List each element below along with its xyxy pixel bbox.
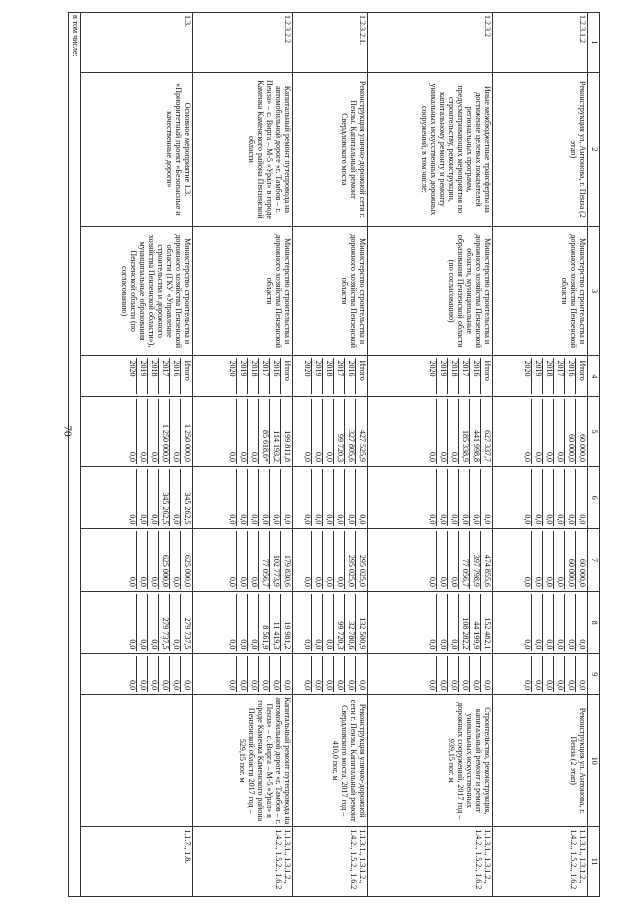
regional-funding-cell: [493, 529, 588, 591]
year-value: 0,0: [523, 576, 533, 587]
year-value: 0,0: [281, 469, 292, 526]
year-value: 0,0: [170, 531, 181, 588]
indicators-cell: 1.1.3.1., 1.3.1.2., 1.4.2., 1.5.2., 1.6.2: [493, 827, 588, 897]
local-funding-cell: [193, 591, 293, 653]
col-header: 5: [588, 397, 600, 467]
local-funding-cell: [368, 591, 493, 653]
row-number: 1.2.3.2.2: [193, 13, 293, 73]
year-value: 0,0: [312, 469, 323, 526]
year-value: 397 798,9: [470, 531, 481, 588]
year-value: 0,0: [148, 531, 159, 588]
other-funding-cell: [368, 654, 493, 695]
executor-cell: Министерство строительства и дорожного хозяйства Пензенской области (ГКУ «Управление строительства и дорожного хозяйства Пензенской области»), муниципальные образования Пензенской области (по согласованию): [81, 226, 193, 356]
year-value: 0,0: [128, 514, 138, 525]
year-value: 0,0: [148, 399, 159, 464]
row-number: 1.3.: [81, 13, 193, 73]
expected-result: Строительство, реконструкция, капитальный ремонт и ремонт уникальных искусственных дорожных сооружений, 2017 год – 939,15 пог. м: [368, 695, 493, 827]
year-value: 60 000,0: [565, 531, 576, 588]
year-value: 0,0: [312, 656, 323, 692]
col-header: 4: [588, 356, 600, 397]
year-value: 0,0: [576, 656, 587, 692]
year-value: 0,0: [356, 469, 367, 526]
year-value: 1 250 000,0: [159, 399, 170, 464]
year-value: 0,0: [137, 399, 148, 464]
year-value: 0,0: [532, 594, 543, 651]
regional-funding-cell: [293, 529, 368, 591]
row-number: 1.2.3.2.1.: [293, 13, 368, 73]
activity-name: Реконструкция ул. Антонова, г. Пенза (2 этап): [493, 73, 588, 227]
year-value: 0,0: [356, 656, 367, 692]
activity-name: Основное мероприятие 1.3. «Приоритетный проект «Безопасные и качественные дороги»: [81, 73, 193, 227]
year-value: 0,0: [437, 469, 448, 526]
years-cell: [193, 356, 293, 397]
year-value: 0,0: [428, 639, 438, 650]
local-funding-cell: [81, 591, 193, 653]
year-value: 0,0: [323, 469, 334, 526]
activity-name: Капитальный ремонт путепровода на автомобильной дороге «г. Тамбов – г. Пенза» – с. Вирга – М-5 «Урал» в городе Каменка Каменского района Пензенской области: [193, 73, 293, 227]
year-value: 0,0: [532, 399, 543, 464]
year-value: 2019: [532, 358, 543, 394]
year-value: 0,0: [312, 399, 323, 464]
year-value: 0,0: [334, 469, 345, 526]
year-value: 0,0: [137, 656, 148, 692]
year-value: 108 282,2: [459, 594, 470, 651]
year-value: 0,0: [437, 656, 448, 692]
year-value: 0,0: [323, 531, 334, 588]
year-value: 60 000,0: [576, 399, 587, 464]
table-row: [193, 13, 293, 897]
other-funding-cell: [81, 654, 193, 695]
year-value: 0,0: [170, 656, 181, 692]
year-value: 0,0: [259, 469, 270, 526]
total-funding-cell: [368, 397, 493, 467]
years-cell: [368, 356, 493, 397]
year-value: 0,0: [437, 594, 448, 651]
year-value: 185 338,9: [459, 399, 470, 464]
year-value: 279 737,5: [159, 594, 170, 651]
year-value: 0,0: [248, 656, 259, 692]
year-value: 627 337,7: [481, 399, 492, 464]
year-value: 0,0: [448, 594, 459, 651]
year-value: 11 419,3: [270, 594, 281, 651]
year-value: 0,0: [428, 576, 438, 587]
year-value: 2020: [228, 360, 238, 377]
year-value: 0,0: [428, 451, 438, 462]
year-value: 0,0: [303, 576, 313, 587]
year-value: 0,0: [237, 656, 248, 692]
year-value: 8 561,9: [259, 594, 270, 651]
indicators-cell: 1.1.7., 1.8.: [81, 827, 193, 897]
year-value: 2020: [523, 360, 533, 377]
year-value: 0,0: [303, 514, 313, 525]
executor-cell: Министерство строительства и дорожного хозяйства Пензенской области: [293, 226, 368, 356]
year-value: 2018: [543, 358, 554, 394]
years-cell: [81, 356, 193, 397]
table-body: [81, 13, 588, 897]
year-value: 0,0: [303, 639, 313, 650]
year-value: 0,0: [554, 656, 565, 692]
regional-funding-cell: [193, 529, 293, 591]
expected-result: Реконструкция улично-дорожной сети г. Пензы. Капитальный ремонт Свердловского моста. 2017 год – 410,0 пог. м: [293, 695, 368, 827]
year-value: 345 262,5: [159, 469, 170, 526]
year-value: 0,0: [448, 469, 459, 526]
year-value: 1 250 000,0: [181, 399, 192, 464]
year-value: 60 000,0: [576, 531, 587, 588]
year-value: 0,0: [459, 656, 470, 692]
year-value: 0,0: [470, 656, 481, 692]
year-value: Итого: [356, 358, 367, 394]
year-value: 0,0: [437, 531, 448, 588]
year-value: 0,0: [481, 656, 492, 692]
row-number: 1.2.3.1.2: [493, 13, 588, 73]
year-value: 0,0: [345, 656, 356, 692]
year-value: 0,0: [148, 469, 159, 526]
year-value: 2017: [334, 358, 345, 394]
year-value: 0,0: [481, 469, 492, 526]
year-value: 0,0: [148, 594, 159, 651]
federal-funding-cell: [493, 466, 588, 528]
year-value: 0,0: [448, 531, 459, 588]
year-value: 0,0: [532, 656, 543, 692]
total-funding-cell: [493, 397, 588, 467]
total-funding-cell: [81, 397, 193, 467]
program-table: [68, 12, 600, 897]
year-value: 0,0: [554, 531, 565, 588]
activity-name: Иные межбюджетные трансферты на достижение целевых показателей региональных программ, предусматривающих мероприятия по строительству, реконструкции, капитальному ремонту и ремонту уникальных искусственных дорожных сооружений, в том числе:: [368, 73, 493, 227]
page-number: 70: [61, 425, 74, 437]
year-value: 0,0: [334, 656, 345, 692]
year-value: 0,0: [345, 469, 356, 526]
year-value: 0,0: [237, 531, 248, 588]
year-value: 0,0: [137, 469, 148, 526]
year-value: 474 855,6: [481, 531, 492, 588]
year-value: 0,0: [248, 594, 259, 651]
federal-funding-cell: [193, 466, 293, 528]
indicators-cell: 1.1.3.1., 1.3.1.2., 1.4.2., 1.5.2., 1.6.2: [193, 827, 293, 897]
year-value: 0,0: [448, 656, 459, 692]
year-value: 102 773,9: [270, 531, 281, 588]
year-value: 2016: [270, 358, 281, 394]
activity-name: Реконструкция улично-дорожной сети г. Пензы. Капитальный ремонт Свердловского моста: [293, 73, 368, 227]
year-value: 345 262,5: [181, 469, 192, 526]
year-value: 0,0: [543, 469, 554, 526]
year-value: 2017: [459, 358, 470, 394]
year-value: 114 193,2: [270, 399, 281, 464]
indicators-cell: 1.1.3.1., 1.3.1.2., 1.4.2., 1.5.2., 1.6.2: [293, 827, 368, 897]
year-value: 2016: [565, 358, 576, 394]
year-value: 2017: [259, 358, 270, 394]
year-value: 0,0: [270, 469, 281, 526]
year-value: 99 720,3: [334, 594, 345, 651]
year-value: 2018: [248, 358, 259, 394]
year-value: 0,0: [181, 656, 192, 692]
other-funding-cell: [193, 654, 293, 695]
year-value: 0,0: [323, 656, 334, 692]
year-value: 0,0: [237, 399, 248, 464]
year-value: 327 805,6: [345, 399, 356, 464]
executor-cell: Министерство строительства и дорожного хозяйства Пензенской области: [493, 226, 588, 356]
year-value: 0,0: [237, 594, 248, 651]
year-value: 2018: [323, 358, 334, 394]
year-value: 2019: [312, 358, 323, 394]
year-value: 0,0: [228, 680, 238, 691]
year-value: Итого: [576, 358, 587, 394]
col-header: 8: [588, 591, 600, 653]
year-value: 2020: [303, 360, 313, 377]
executor-cell: Министерство строительства и дорожного хозяйства Пензенской области, муниципальные образования Пензенской области (по согласованию): [368, 226, 493, 356]
table-row: [293, 13, 368, 897]
year-value: 0,0: [523, 451, 533, 462]
year-value: 2020: [428, 360, 438, 377]
year-value: 0,0: [137, 594, 148, 651]
year-value: 441 998,8: [470, 399, 481, 464]
year-value: 0,0: [303, 680, 313, 691]
year-value: 0,0: [128, 451, 138, 462]
year-value: 0,0: [148, 656, 159, 692]
year-value: 0,0: [470, 469, 481, 526]
year-value: 0,0: [565, 594, 576, 651]
year-value: 0,0: [448, 399, 459, 464]
year-value: 2020: [128, 360, 138, 377]
year-value: 0,0: [428, 680, 438, 691]
indicators-cell: 1.1.3.1., 1.3.1.2., 1.4.2., 1.5.2., 1.6.2: [368, 827, 493, 897]
year-value: 77 056,7: [259, 531, 270, 588]
local-funding-cell: [293, 591, 368, 653]
year-value: 0,0: [128, 576, 138, 587]
year-value: 0,0: [428, 514, 438, 525]
year-value: 0,0: [565, 656, 576, 692]
year-value: 0,0: [228, 576, 238, 587]
rotated-table-wrapper: [60, 12, 600, 917]
year-value: 2017: [159, 358, 170, 394]
year-value: 152 482,1: [481, 594, 492, 651]
year-value: 0,0: [543, 399, 554, 464]
federal-funding-cell: [293, 466, 368, 528]
year-value: 2016: [170, 358, 181, 394]
year-value: 0,0: [312, 531, 323, 588]
year-value: 427 525,9: [356, 399, 367, 464]
col-header: 10: [588, 695, 600, 827]
year-value: 279 737,5: [181, 594, 192, 651]
year-value: 0,0: [554, 399, 565, 464]
regional-funding-cell: [81, 529, 193, 591]
year-value: 0,0: [323, 594, 334, 651]
year-value: 0,0: [459, 469, 470, 526]
federal-funding-cell: [368, 466, 493, 528]
col-header: 7: [588, 529, 600, 591]
year-value: 0,0: [228, 639, 238, 650]
year-value: 19 981,2: [281, 594, 292, 651]
year-value: 625 000,0: [181, 531, 192, 588]
year-value: 0,0: [170, 399, 181, 464]
year-value: 2018: [148, 358, 159, 394]
year-value: 2016: [345, 358, 356, 394]
year-value: 85 618,6*: [259, 399, 270, 464]
year-value: Итого: [281, 358, 292, 394]
year-value: 0,0: [303, 451, 313, 462]
total-funding-cell: [193, 397, 293, 467]
year-value: 295 025,0: [356, 531, 367, 588]
year-value: 2019: [137, 358, 148, 394]
total-funding-cell: [293, 397, 368, 467]
year-value: 0,0: [523, 514, 533, 525]
year-value: 179 830,6: [281, 531, 292, 588]
year-value: 99 720,3: [334, 399, 345, 464]
table-row: [81, 13, 193, 897]
year-value: 0,0: [532, 531, 543, 588]
year-value: 2016: [470, 358, 481, 394]
footer-row: [69, 13, 81, 897]
expected-result: [81, 695, 193, 827]
years-cell: [293, 356, 368, 397]
year-value: 0,0: [576, 594, 587, 651]
year-value: 0,0: [137, 531, 148, 588]
federal-funding-cell: [81, 466, 193, 528]
year-value: 0,0: [128, 639, 138, 650]
year-value: 44 199,9: [470, 594, 481, 651]
year-value: 0,0: [543, 594, 554, 651]
executor-cell: Министерство строительства и дорожного хозяйства Пензенской области: [193, 226, 293, 356]
year-value: 0,0: [159, 656, 170, 692]
year-value: Итого: [181, 358, 192, 394]
local-funding-cell: [493, 591, 588, 653]
year-value: 0,0: [281, 656, 292, 692]
year-value: 0,0: [228, 514, 238, 525]
year-value: 132 500,9: [356, 594, 367, 651]
year-value: 2019: [237, 358, 248, 394]
year-value: 0,0: [128, 680, 138, 691]
footer-label: в том числе:: [69, 13, 81, 897]
col-header: 11: [588, 827, 600, 897]
header-row: [588, 13, 600, 897]
years-cell: [493, 356, 588, 397]
year-value: 0,0: [170, 594, 181, 651]
year-value: 0,0: [323, 399, 334, 464]
year-value: Итого: [481, 358, 492, 394]
year-value: 0,0: [237, 469, 248, 526]
year-value: 0,0: [554, 594, 565, 651]
year-value: 0,0: [543, 531, 554, 588]
year-value: 0,0: [248, 399, 259, 464]
year-value: 0,0: [248, 469, 259, 526]
year-value: 0,0: [248, 531, 259, 588]
year-value: 0,0: [228, 451, 238, 462]
year-value: 32 780,6: [345, 594, 356, 651]
year-value: 0,0: [259, 656, 270, 692]
year-value: 0,0: [523, 680, 533, 691]
year-value: 0,0: [437, 399, 448, 464]
year-value: 0,0: [170, 469, 181, 526]
year-value: 625 000,0: [159, 531, 170, 588]
row-number: 1.2.3.2: [368, 13, 493, 73]
year-value: 0,0: [532, 469, 543, 526]
col-header: 6: [588, 466, 600, 528]
year-value: 0,0: [334, 531, 345, 588]
year-value: 0,0: [554, 469, 565, 526]
other-funding-cell: [293, 654, 368, 695]
expected-result: Реконструкция ул. Антонова, г. Пенза (2 этап): [493, 695, 588, 827]
col-header: 3: [588, 226, 600, 356]
other-funding-cell: [493, 654, 588, 695]
year-value: 0,0: [543, 656, 554, 692]
year-value: 2017: [554, 358, 565, 394]
col-header: 9: [588, 654, 600, 695]
year-value: 77 056,7: [459, 531, 470, 588]
year-value: 0,0: [565, 469, 576, 526]
table-row: [493, 13, 588, 897]
col-header: 1: [588, 13, 600, 73]
year-value: 60 000,0: [565, 399, 576, 464]
year-value: 0,0: [523, 639, 533, 650]
col-header: 2: [588, 73, 600, 227]
year-value: 0,0: [576, 469, 587, 526]
regional-funding-cell: [368, 529, 493, 591]
year-value: 199 811,8: [281, 399, 292, 464]
year-value: 0,0: [270, 656, 281, 692]
year-value: 295 025,0: [345, 531, 356, 588]
table-row: [368, 13, 493, 897]
year-value: 2018: [448, 358, 459, 394]
year-value: 2019: [437, 358, 448, 394]
year-value: 0,0: [312, 594, 323, 651]
expected-result: Капитальный ремонт путепровода на автомобильной дороге «г. Тамбов – г. Пенза» – с. Вирга – М-5 «Урал» в городе Каменка Каменского района Пензенской области 2017 год – 529,15 пог. м: [193, 695, 293, 827]
